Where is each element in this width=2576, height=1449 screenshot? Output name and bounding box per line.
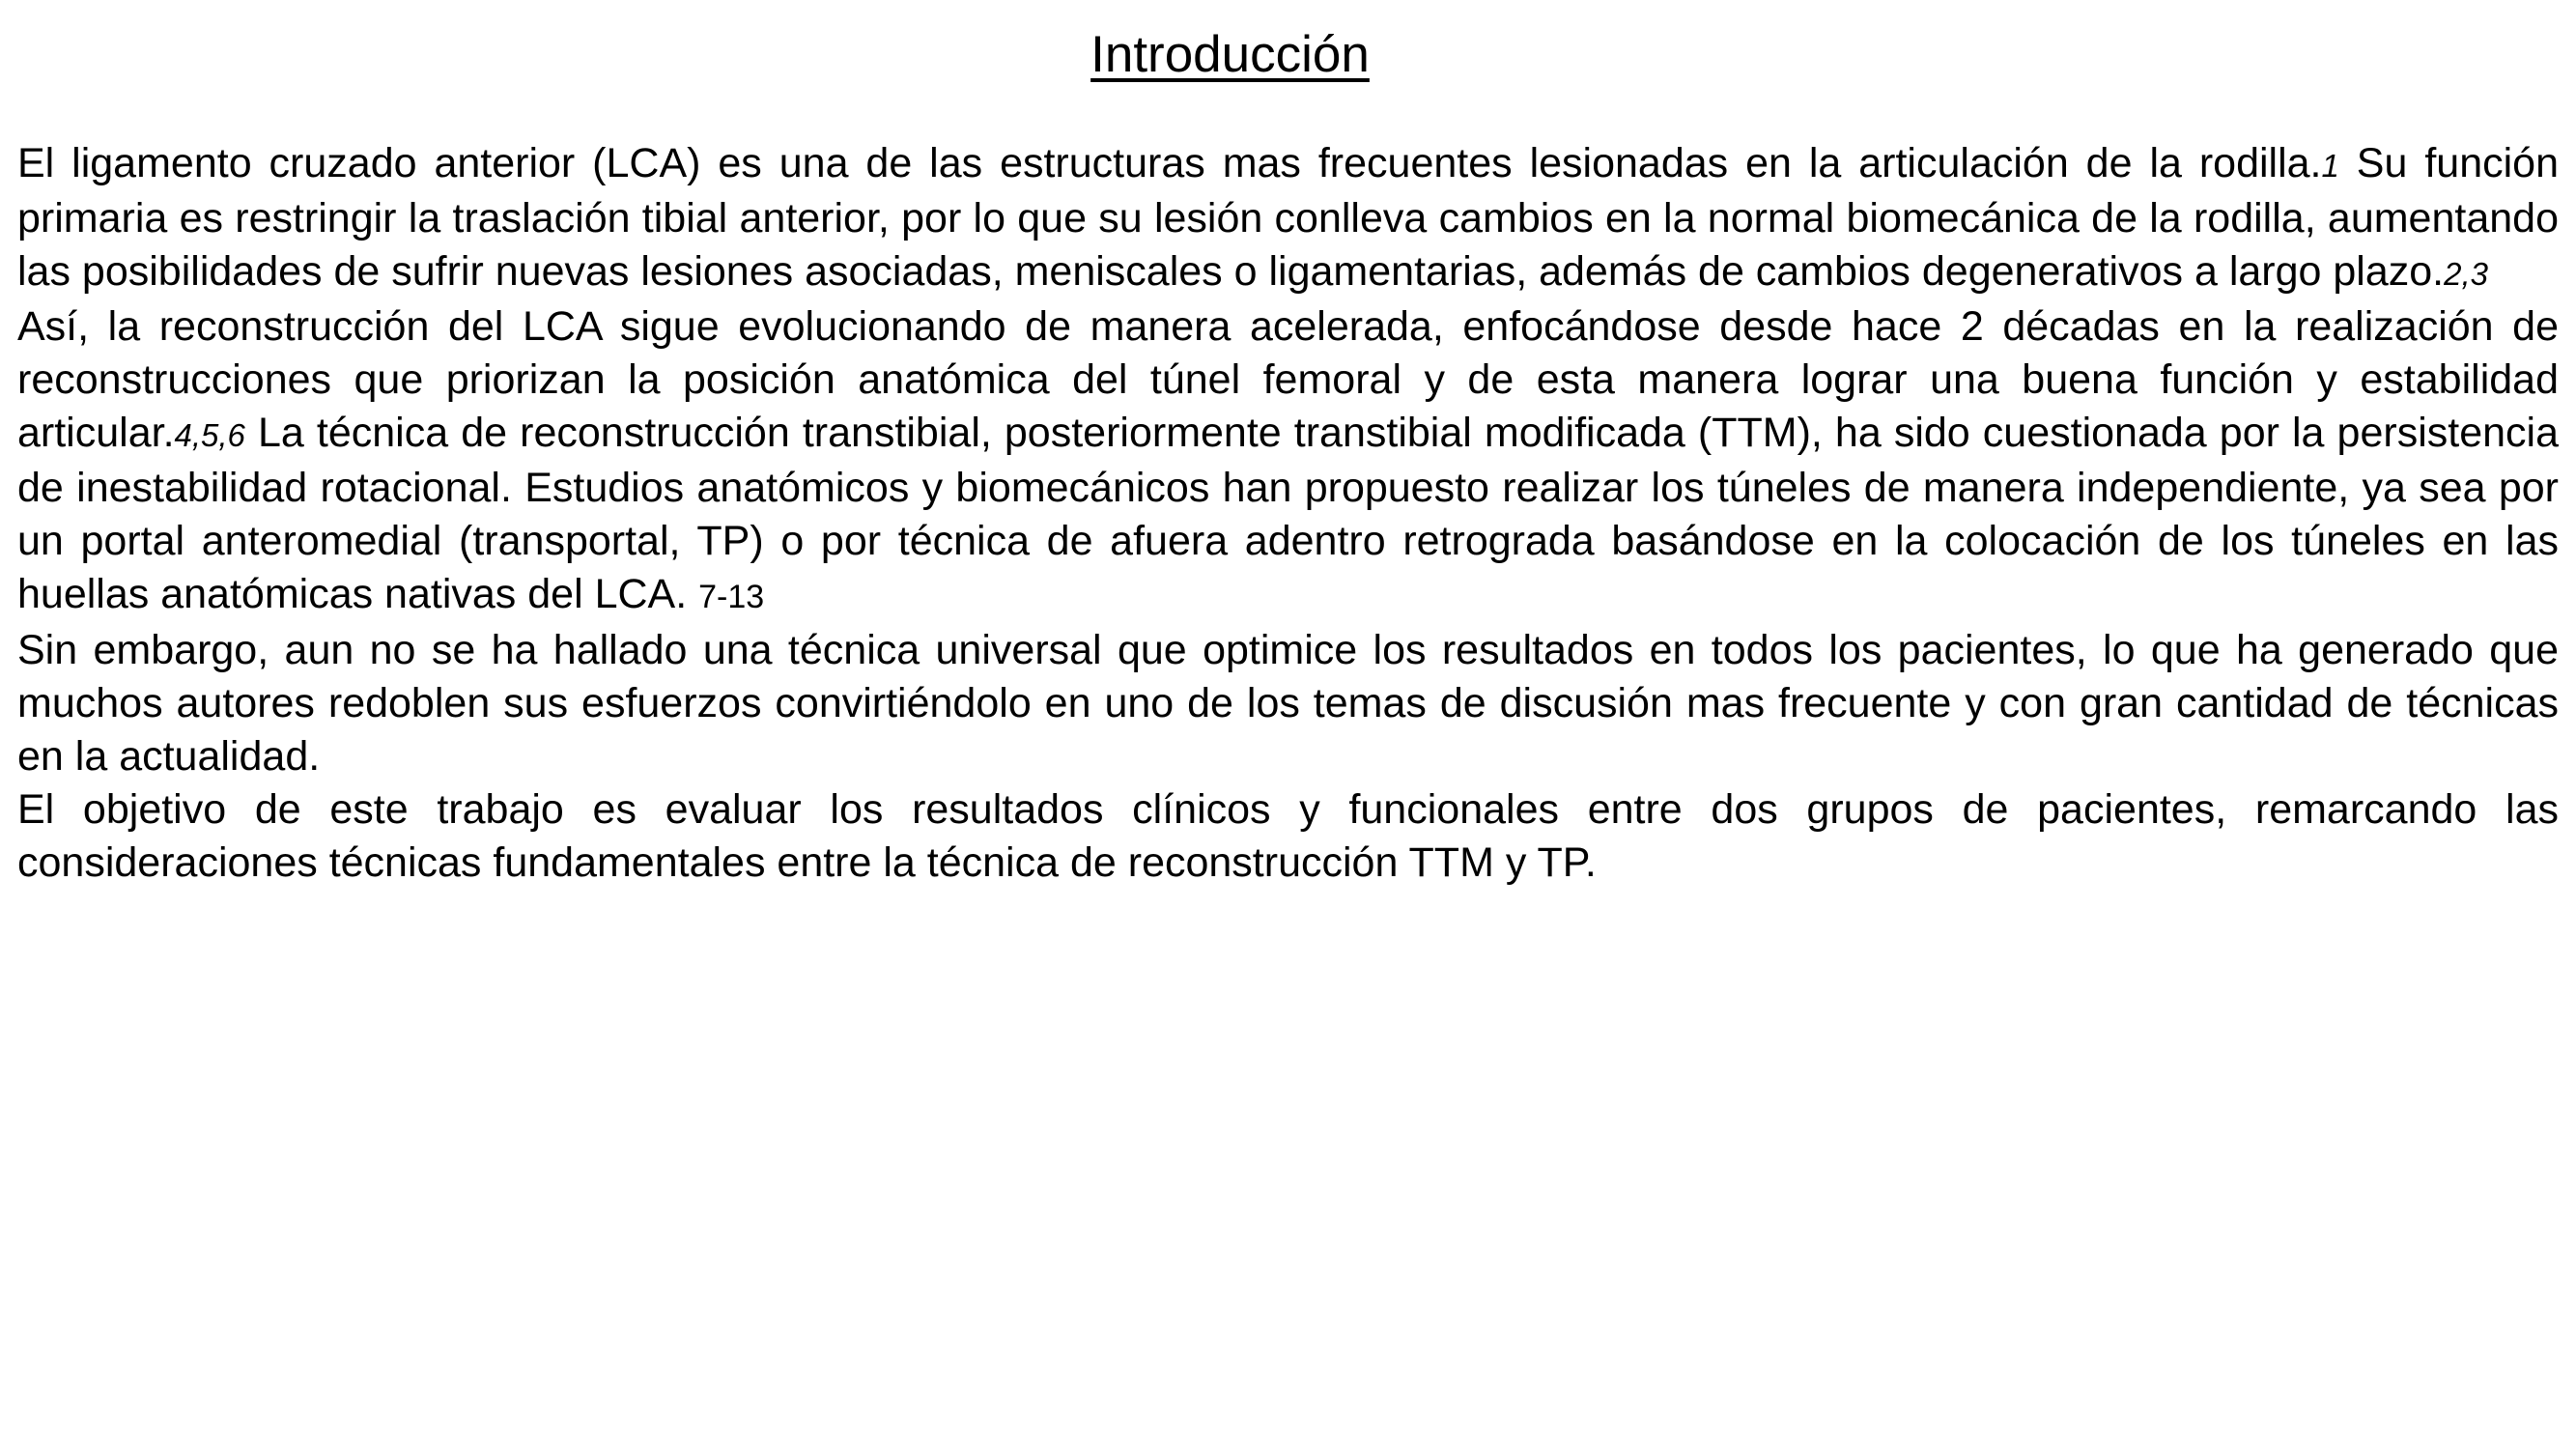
paragraph-study-objective [17,783,2559,890]
text-segment: El ligamento cruzado anterior (LCA) es una de las estructuras mas frecuentes lesionadas en la articulación de la rodilla. [17,140,2322,187]
page-title: Introducción [1090,26,1370,83]
citation-ref: 4,5,6 [174,417,245,454]
paragraph-reconstruction-evolution [17,300,2559,624]
text-segment: Su función primaria es restringir la traslación tibial anterior, por lo que su lesión conlleva cambios en la normal biomecánica de la rodilla, aumentando las posibilidades de sufrir nuevas lesiones asociadas, meniscales o ligamentarias, además de cambios degenerativos a largo plazo. [17,140,2559,296]
citation-ref: 1 [2321,148,2339,185]
text-segment: El objetivo de este trabajo es evaluar los resultados clínicos y funcionales entre dos grupos de pacientes, remarcando las consideraciones técnicas fundamentales entre la técnica de reconstrucción TTM y TP. [17,786,2559,887]
paragraph-lca-intro [17,137,2559,300]
citation-ref: 7-13 [698,579,765,616]
paragraph-no-universal-technique [17,624,2559,783]
text-segment: Sin embargo, aun no se ha hallado una técnica universal que optimice los resultados en todos los pacientes, lo que ha generado que muchos autores redoblen sus esfuerzos convirtiéndolo en uno de los temas de discusión mas frecuente y con gran cantidad de técnicas en la actualidad. [17,627,2559,781]
citation-ref: 2,3 [2444,256,2488,293]
text-segment: La técnica de reconstrucción transtibial, posteriormente transtibial modificada (TTM), ha sido cuestionada por la persistencia de inestabilidad rotacional. Estudios anatómicos y biomecánicos han propuesto realizar los túneles de manera independiente, ya sea por un portal anteromedial (transportal, TP) o por técnica de afuera adentro retrograda basándose en la colocación de los túneles en las huellas anatómicas nativas del LCA. [17,410,2559,618]
text-segment: Así, la reconstrucción del LCA sigue evolucionando de manera acelerada, enfocándose desde hace 2 décadas en la realización de reconstrucciones que priorizan la posición anatómica del túnel femoral y de esta manera lograr una buena función y estabilidad articular. [17,303,2559,457]
intro-body-text [17,137,2559,890]
